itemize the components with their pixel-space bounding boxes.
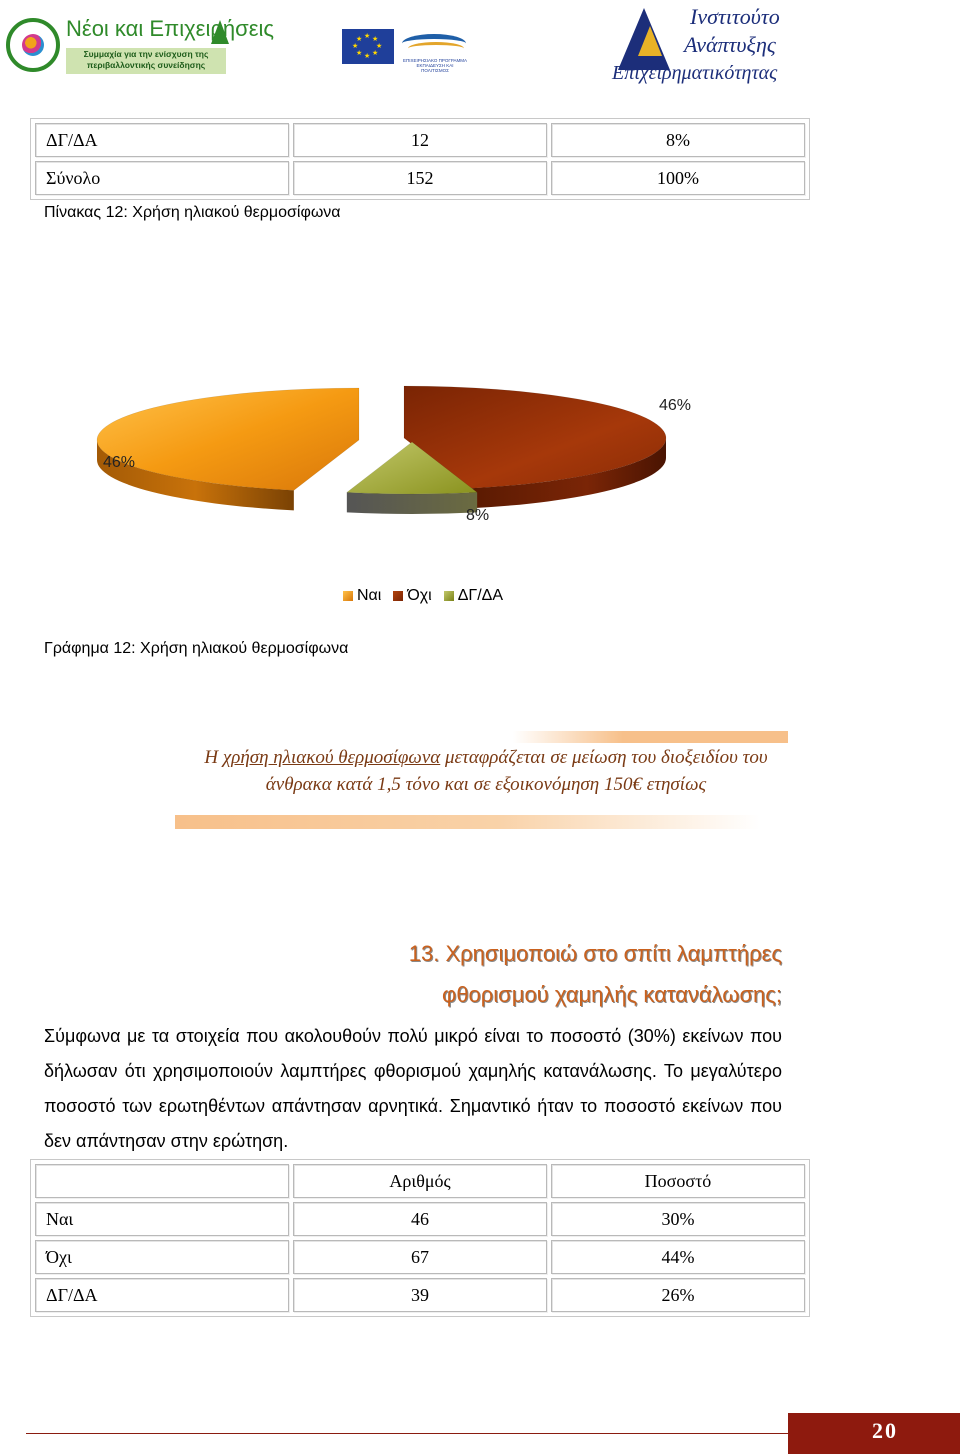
- pie-data-label: 8%: [466, 507, 490, 524]
- row-count: 67: [293, 1240, 547, 1274]
- table-solar-heater: [30, 118, 810, 200]
- callout-bottom-bar: [175, 815, 760, 829]
- legend-item: [393, 587, 431, 605]
- row-count: 39: [293, 1278, 547, 1312]
- institute-line1: Ινστιτούτο: [690, 4, 780, 29]
- eu-flag-icon: ★ ★ ★ ★ ★ ★ ★ ★: [342, 29, 394, 64]
- callout-emphasis: χρήση ηλιακού θερμοσίφωνα: [222, 747, 441, 768]
- callout-top-bar: [513, 731, 788, 743]
- chart-legend: [343, 587, 509, 605]
- row-count: 152: [293, 161, 547, 195]
- table-header-row: [35, 1164, 805, 1198]
- table-caption: [44, 204, 341, 222]
- chart-caption-prefix: Γράφημα 12: [44, 640, 132, 657]
- ministry-logo: [402, 28, 468, 73]
- callout-text: [200, 744, 772, 798]
- pie-slice-side: [347, 492, 477, 514]
- table-row: [35, 1240, 805, 1274]
- row-count: 46: [293, 1202, 547, 1236]
- table-row: [35, 161, 805, 195]
- header-cell: Αριθμός: [293, 1164, 547, 1198]
- legend-swatch: [444, 591, 454, 601]
- legend-swatch: [393, 591, 403, 601]
- pie-data-label: 46%: [103, 454, 136, 471]
- legend-item: [444, 587, 503, 605]
- tree-icon: [211, 20, 229, 44]
- table-row: [35, 1278, 805, 1312]
- table-row: [35, 123, 805, 157]
- row-label: ΔΓ/ΔΑ: [35, 123, 289, 157]
- pie-data-label: 46%: [659, 397, 692, 414]
- chart-caption: [44, 640, 348, 658]
- legend-item: [343, 587, 381, 605]
- table-caption-prefix: Πίνακας 12: [44, 204, 124, 221]
- row-percent: 26%: [551, 1278, 805, 1312]
- swoosh-accent-icon: [408, 42, 464, 55]
- page-number: 20: [872, 1418, 898, 1443]
- institute-line3: Επιχειρηματικότητας: [612, 62, 778, 84]
- table-row: [35, 1202, 805, 1236]
- header-cell: Ποσοστό: [551, 1164, 805, 1198]
- legend-label: ΔΓ/ΔΑ: [457, 587, 504, 604]
- row-label: ΔΓ/ΔΑ: [35, 1278, 289, 1312]
- table-caption-text: : Χρήση ηλιακού θερμοσίφωνα: [123, 204, 341, 221]
- section-heading-line1: 13. Χρησιμοποιώ στο σπίτι λαμπτήρες: [408, 941, 782, 966]
- row-percent: 100%: [551, 161, 805, 195]
- pie-slice-0: [97, 388, 359, 510]
- legend-label: Ναι: [357, 587, 382, 604]
- logo-name: Νέοι και Επιχειρήσεις: [66, 16, 274, 41]
- chart-caption-text: : Χρήση ηλιακού θερμοσίφωνα: [131, 640, 349, 657]
- callout-lead: Η: [204, 747, 223, 768]
- row-label: Ναι: [35, 1202, 289, 1236]
- row-label: Όχι: [35, 1240, 289, 1274]
- legend-swatch: [343, 591, 353, 601]
- row-label: Σύνολο: [35, 161, 289, 195]
- logo-tagline: Συμμαχία για την ενίσχυση της περιβαλλοντικής συνείδησης: [83, 49, 209, 70]
- institute-emblem-accent-icon: [638, 26, 662, 56]
- row-percent: 8%: [551, 123, 805, 157]
- institute-logo: [612, 2, 782, 90]
- section-heading-line2: φθορισμού χαμηλής κατανάλωσης;: [442, 982, 782, 1007]
- row-count: 12: [293, 123, 547, 157]
- header-cell: [35, 1164, 289, 1198]
- callout-rest: μεταφράζεται σε μείωση του διοξειδίου του άνθρακα κατά 1,5 τόνο και σε εξοικονόμηση 150€ ετησίως: [265, 747, 768, 795]
- logo-emblem-icon: [6, 18, 60, 72]
- section-paragraph: Σύμφωνα με τα στοιχεία που ακολουθούν πολύ μικρό είναι το ποσοστό (30%) εκείνων που δήλωσαν ότι χρησιμοποιούν λαμπτήρες φθορισμού χαμηλής κατανάλωσης. Το μεγαλύτερο ποσοστό των ερωτηθέντων απάντησαν αρνητικά. Σημαντικό ήταν το ποσοστό εκείνων που δεν απάντησαν στην ερώτηση.: [44, 1026, 782, 1151]
- row-percent: 44%: [551, 1240, 805, 1274]
- institute-line2: Ανάπτυξης: [684, 32, 776, 57]
- legend-label: Όχι: [407, 587, 432, 604]
- footer-rule: [26, 1433, 788, 1434]
- table-fluorescent-lamps: [30, 1159, 810, 1317]
- row-percent: 30%: [551, 1202, 805, 1236]
- ministry-caption: ΕΠΙΧΕΙΡΗΣΙΑΚΟ ΠΡΟΓΡΑΜΜΑ ΕΚΠΑΙΔΕΥΣΗ ΚΑΙ ΠΟΛΙΤΙΣΜΟΣ: [402, 58, 468, 73]
- neoi-epixeiriseis-logo: [6, 14, 274, 76]
